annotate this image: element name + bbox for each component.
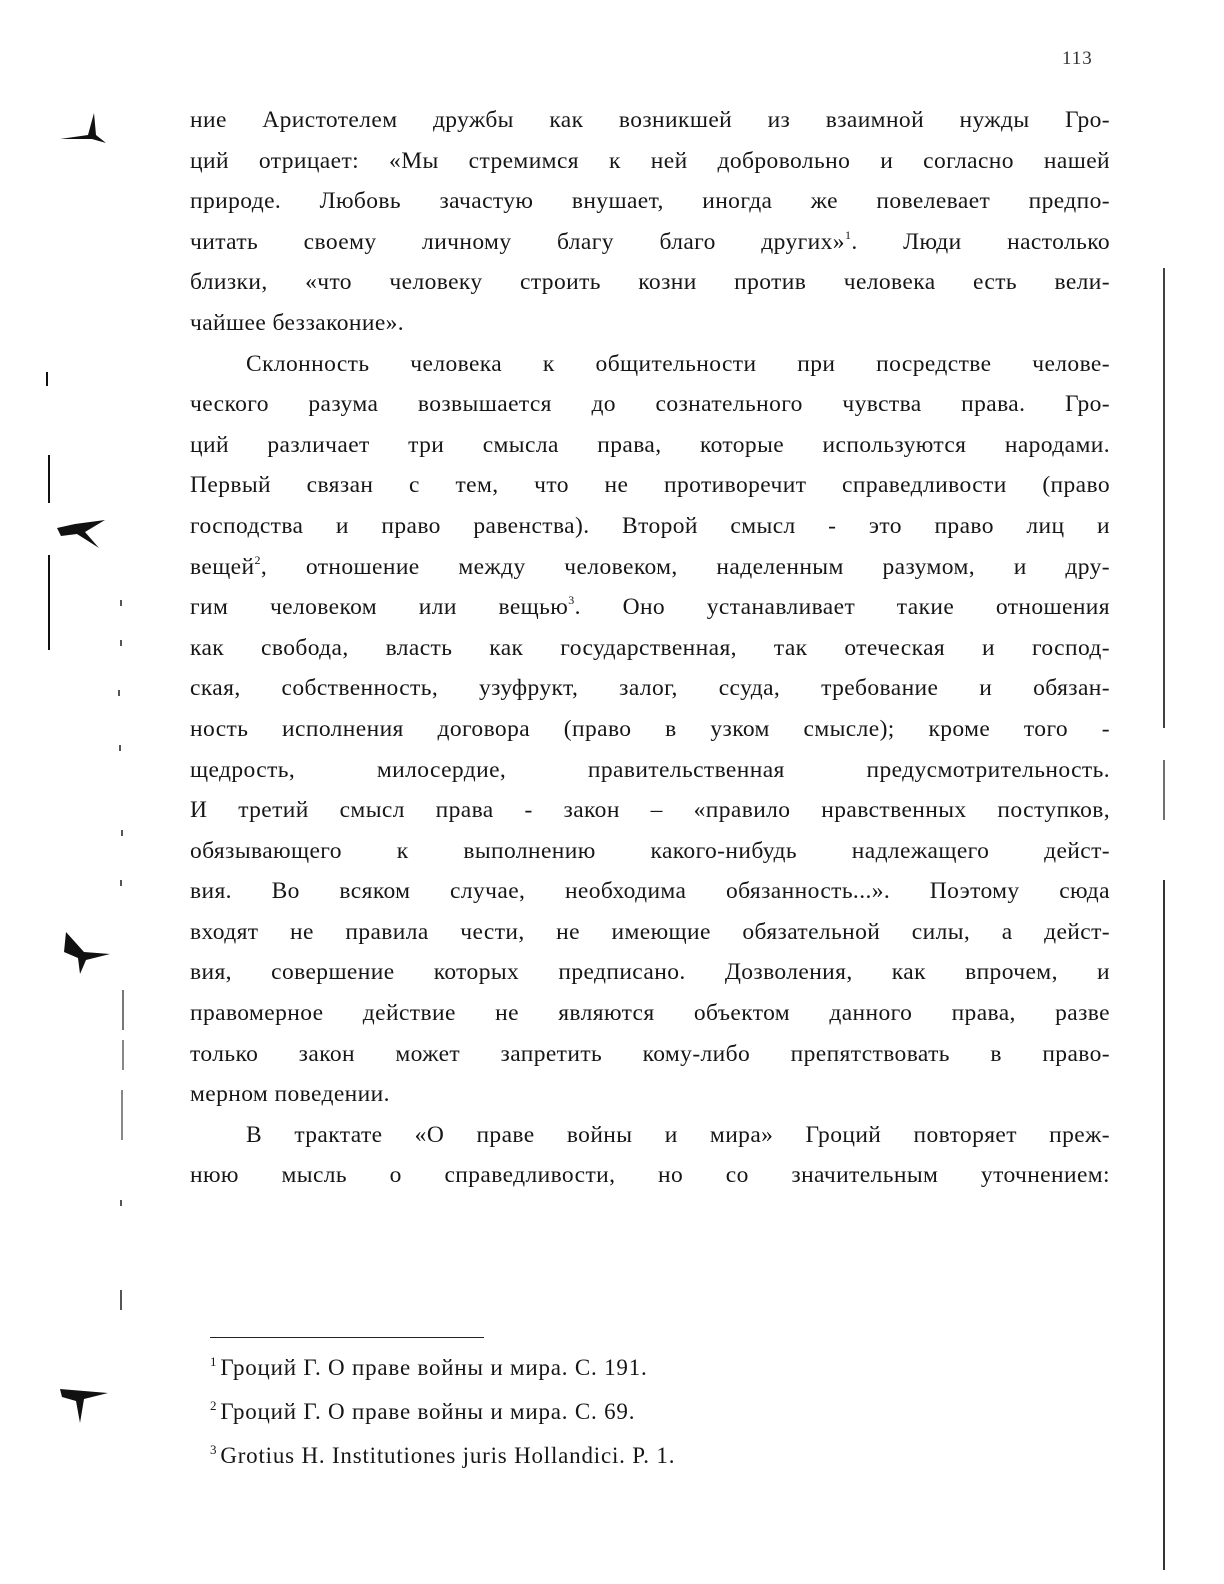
text-line: вия, совершение которых предписано. Дозволения, как впрочем, и <box>190 959 1110 986</box>
text-line <box>190 547 1110 588</box>
text-line: ций отрицает: «Мы стремимся к ней добровольно и согласно нашей <box>190 147 1110 174</box>
text-line: природе. Любовь зачастую внушает, иногда же повелевает предпо- <box>190 188 1110 215</box>
scan-speck <box>120 1290 122 1310</box>
text-line: входят не правила чести, не имеющие обязательной силы, а дейст- <box>190 918 1110 945</box>
footnote-text: Гроций Г. О праве войны и мира. С. 191. <box>220 1355 648 1380</box>
scan-edge-line <box>46 372 48 386</box>
punch-mark-icon <box>58 105 108 145</box>
scan-edge-line <box>48 455 50 503</box>
scan-speck <box>121 830 123 836</box>
scan-speck <box>122 1040 124 1070</box>
text-segment: вещей <box>190 553 255 580</box>
footnotes <box>210 1346 1090 1478</box>
scan-edge-line <box>1163 268 1165 728</box>
text-line: как свобода, власть как государственная, так отеческая и господ- <box>190 634 1110 661</box>
text-line: ние Аристотелем дружбы как возникшей из взаимной нужды Гро- <box>190 107 1110 133</box>
scan-speck <box>120 880 122 886</box>
text-line: Склонность человека к общительности при посредстве челове- <box>246 350 1110 377</box>
footnote-text: Grotius H. Institutiones juris Hollandici. P. 1. <box>220 1443 676 1468</box>
punch-mark-icon <box>58 1385 110 1425</box>
text-line: вия. Во всяком случае, необходима обязанность...». Поэтому сюда <box>190 878 1110 905</box>
scan-edge-line <box>48 555 50 650</box>
scan-speck <box>118 690 120 696</box>
page-number: 113 <box>1062 48 1093 69</box>
footnote-text: Гроций Г. О праве войны и мира. С. 69. <box>220 1399 636 1424</box>
scan-edge-line <box>1163 880 1165 1570</box>
text-segment: гим человеком или вещью <box>190 594 569 621</box>
body-text <box>190 100 1110 1196</box>
text-line: ность исполнения договора (право в узком смысле); кроме того - <box>190 715 1110 742</box>
text-line: правомерное действие не являются объектом данного права, разве <box>190 1000 1110 1027</box>
scan-speck <box>119 745 121 751</box>
text-line: ческого разума возвышается до сознательного чувства права. Гро- <box>190 391 1110 418</box>
text-line: чайшее беззаконие». <box>190 309 405 336</box>
scan-speck <box>122 990 124 1030</box>
text-line: обязывающего к выполнению какого-нибудь надлежащего дейст- <box>190 837 1110 864</box>
text-line: близки, «что человеку строить козни против человека есть вели- <box>190 269 1110 296</box>
text-line: нюю мысль о справедливости, но со значительным уточнением: <box>190 1162 1110 1189</box>
scan-speck <box>120 640 122 646</box>
text-segment: , отношение между человеком, наделенным разумом, и дру- <box>260 553 1110 580</box>
footnote-mark: 3 <box>210 1442 218 1457</box>
text-line: В трактате «О праве войны и мира» Гроций повторяет преж- <box>246 1121 1110 1148</box>
punch-mark-icon <box>62 930 112 976</box>
text-segment: читать своему личному благу благо других» <box>190 228 845 255</box>
footnote-mark: 2 <box>210 1398 218 1413</box>
text-line: Первый связан с тем, что не противоречит справедливости (право <box>190 472 1110 499</box>
footnote-mark: 1 <box>210 1354 218 1369</box>
footnote <box>210 1390 1090 1434</box>
footnote-separator <box>210 1337 484 1338</box>
text-line <box>190 222 1110 263</box>
text-line <box>190 587 1110 628</box>
scan-speck <box>120 1200 122 1206</box>
footnote <box>210 1434 1090 1478</box>
text-line: господства и право равенства). Второй смысл - это право лиц и <box>190 512 1110 539</box>
text-line: И третий смысл права - закон – «правило нравственных поступков, <box>190 797 1110 824</box>
footnote-ref-2: 2 <box>254 552 261 567</box>
footnote <box>210 1346 1090 1390</box>
text-segment: . Оно устанавливает такие отношения <box>574 594 1110 621</box>
text-line: только закон может запретить кому-либо препятствовать в право- <box>190 1040 1110 1067</box>
scan-speck <box>121 1090 123 1140</box>
text-line: ская, собственность, узуфрукт, залог, ссуда, требование и обязан- <box>190 675 1110 702</box>
footnote-ref-3: 3 <box>568 593 575 608</box>
text-line: мерном поведении. <box>190 1081 390 1108</box>
footnote-ref-1: 1 <box>844 227 852 242</box>
scan-speck <box>120 600 122 606</box>
punch-mark-icon <box>55 518 110 552</box>
text-segment: . Люди настолько <box>851 228 1110 255</box>
text-line: ций различает три смысла права, которые используются народами. <box>190 431 1110 458</box>
text-line: щедрость, милосердие, правительственная предусмотрительность. <box>190 756 1110 783</box>
scan-edge-line <box>1163 760 1165 820</box>
